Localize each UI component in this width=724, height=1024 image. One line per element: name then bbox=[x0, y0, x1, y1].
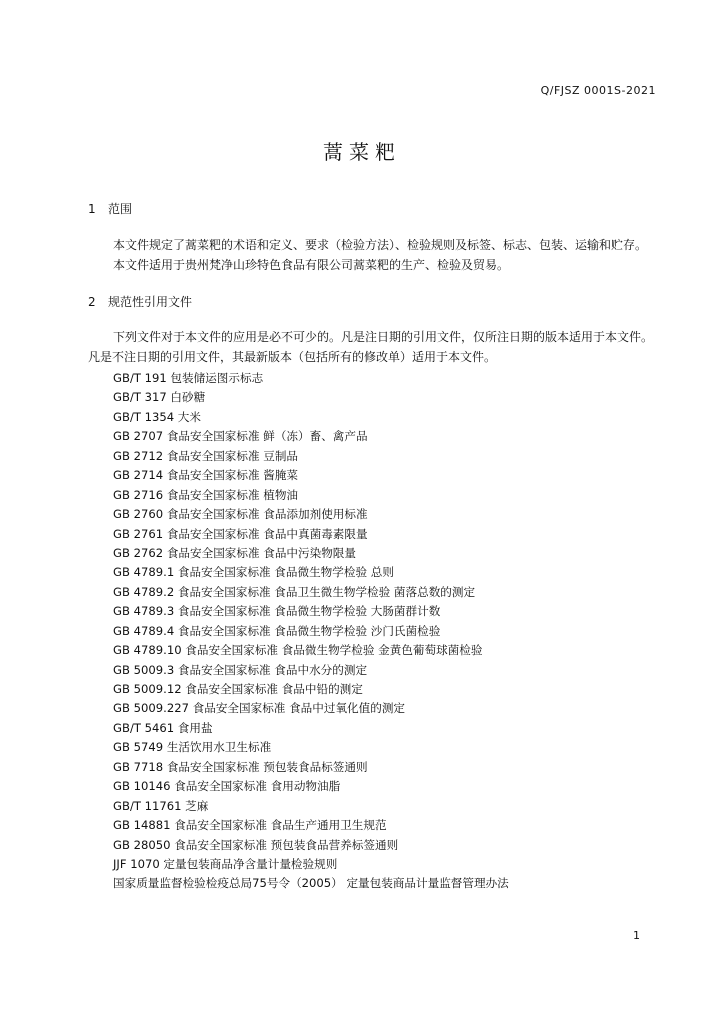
reference-item: GB 5009.3 食品安全国家标准 食品中水分的测定 bbox=[113, 662, 368, 677]
reference-item: GB 2761 食品安全国家标准 食品中真菌毒素限量 bbox=[113, 526, 368, 541]
reference-item: GB 4789.3 食品安全国家标准 食品微生物学检验 大肠菌群计数 bbox=[113, 604, 441, 619]
section-heading-text: 规范性引用文件 bbox=[108, 295, 193, 309]
reference-item: GB 5009.227 食品安全国家标准 食品中过氧化值的测定 bbox=[113, 701, 406, 716]
section-number: 2 bbox=[88, 295, 96, 309]
scope-paragraph-2: 本文件适用于贵州梵净山珍特色食品有限公司蒿菜粑的生产、检验及贸易。 bbox=[113, 258, 510, 272]
normative-intro-paragraph: 下列文件对于本文件的应用是必不可少的。凡是注日期的引用文件，仅所注日期的版本适用于本文件。凡是不注日期的引用文件，其最新版本（包括所有的修改单）适用于本文件。 bbox=[88, 330, 654, 364]
reference-item: 国家质量监督检验检疫总局75号令（2005） 定量包装商品计量监督管理办法 bbox=[113, 876, 509, 891]
document-title: 蒿菜粑 bbox=[323, 140, 401, 164]
reference-item: GB 14881 食品安全国家标准 食品生产通用卫生规范 bbox=[113, 818, 387, 833]
reference-item: GB 2762 食品安全国家标准 食品中污染物限量 bbox=[113, 545, 357, 560]
reference-item: GB 2716 食品安全国家标准 植物油 bbox=[113, 487, 299, 502]
reference-item: GB 4789.4 食品安全国家标准 食品微生物学检验 沙门氏菌检验 bbox=[113, 623, 441, 638]
reference-item: GB 28050 食品安全国家标准 预包装食品营养标签通则 bbox=[113, 837, 399, 852]
reference-item: GB 5749 生活饮用水卫生标准 bbox=[113, 740, 272, 755]
reference-item: GB/T 191 包装储运图示标志 bbox=[113, 371, 264, 385]
reference-item: GB 4789.1 食品安全国家标准 食品微生物学检验 总则 bbox=[113, 565, 394, 580]
section-1-heading bbox=[88, 200, 132, 217]
section-heading-text: 范围 bbox=[108, 202, 133, 216]
scope-paragraph-1: 本文件规定了蒿菜粑的术语和定义、要求（检验方法）、检验规则及标签、标志、包装、运输和贮存。 bbox=[113, 238, 648, 252]
section-2-heading bbox=[88, 293, 192, 310]
reference-item: JJF 1070 定量包装商品净含量计量检验规则 bbox=[113, 856, 338, 871]
reference-item: GB 4789.2 食品安全国家标准 食品卫生微生物学检验 菌落总数的测定 bbox=[113, 584, 476, 599]
reference-item: GB 7718 食品安全国家标准 预包装食品标签通则 bbox=[113, 759, 368, 774]
reference-item: GB/T 11761 芝麻 bbox=[113, 798, 209, 813]
reference-item: GB 4789.10 食品安全国家标准 食品微生物学检验 金黄色葡萄球菌检验 bbox=[113, 643, 483, 658]
section-number: 1 bbox=[88, 202, 96, 216]
reference-item: GB/T 317 白砂糖 bbox=[113, 390, 206, 405]
reference-item: GB/T 5461 食用盐 bbox=[113, 720, 213, 735]
page-number: 1 bbox=[633, 929, 640, 942]
reference-item: GB 2707 食品安全国家标准 鲜（冻）畜、禽产品 bbox=[113, 429, 368, 444]
document-code: Q/FJSZ 0001S-2021 bbox=[540, 84, 656, 97]
reference-item: GB 2760 食品安全国家标准 食品添加剂使用标准 bbox=[113, 507, 368, 522]
reference-item: GB 5009.12 食品安全国家标准 食品中铅的测定 bbox=[113, 682, 363, 696]
reference-item: GB 10146 食品安全国家标准 食用动物油脂 bbox=[113, 779, 341, 794]
reference-item: GB 2712 食品安全国家标准 豆制品 bbox=[113, 448, 299, 463]
reference-item: GB/T 1354 大米 bbox=[113, 409, 201, 424]
reference-item: GB 2714 食品安全国家标准 酱腌菜 bbox=[113, 468, 299, 483]
reference-list bbox=[113, 369, 509, 894]
